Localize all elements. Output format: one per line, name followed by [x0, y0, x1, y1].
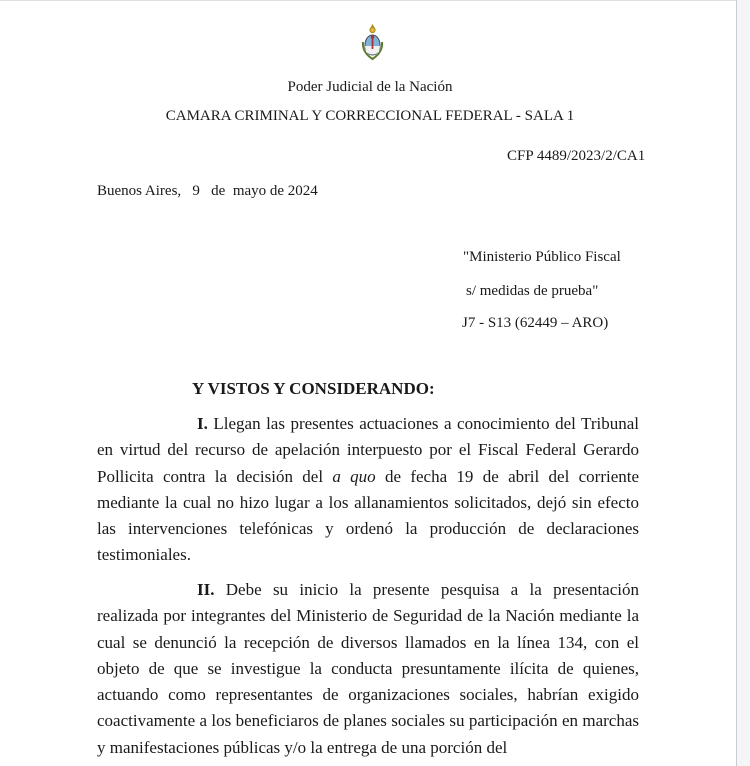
paragraph-1-italic: a quo	[332, 466, 376, 486]
paragraph-1	[97, 411, 639, 569]
date-line: Buenos Aires, 9 de mayo de 2024	[97, 183, 318, 199]
section-heading: Y VISTOS Y CONSIDERANDO:	[192, 379, 435, 398]
case-number: CFP 4489/2023/2/CA1	[507, 148, 646, 164]
court-name: Poder Judicial de la Nación	[287, 79, 453, 95]
caption-line-3: J7 - S13 (62449 – ARO)	[462, 315, 609, 331]
paragraph-1-number: I.	[197, 414, 208, 433]
caption-line-1: "Ministerio Público Fiscal	[463, 249, 621, 265]
paragraph-1-text-a: Llegan las presentes actuaciones a conocimiento del Tribunal en virtud del recurso de apelación interpuesto por el Fiscal Federal Gerardo Pollicita contra la decisión del	[97, 414, 639, 486]
paragraph-2	[97, 577, 639, 761]
paragraph-2-text: Debe su inicio la presente pesquisa a la presentación realizada por integrantes del Ministerio de Seguridad de la Nación mediante la cual se denunció la recepción de diversos llamados en la línea 134, con el objeto de que se investigue la conducta presuntamente ilícita de quienes, actuando como representantes de organizaciones sociales, habrían exigido coactivamente a los beneficiaros de planes sociales su participación en marchas y manifestaciones públicas y/o la entrega de una porción del	[97, 580, 639, 757]
national-coat-of-arms-icon	[359, 22, 386, 62]
paragraph-2-number: II.	[197, 580, 215, 599]
paragraph-1-text-b: de fecha 19 de abril del corriente mediante la cual no hizo lugar a los allanamientos solicitados, dejó sin efecto las intervenciones telefónicas y ordenó la producción de declaraciones testimoniales.	[97, 466, 640, 565]
chamber-name: CAMARA CRIMINAL Y CORRECCIONAL FEDERAL - SALA 1	[165, 108, 575, 124]
caption-line-2: s/ medidas de prueba"	[466, 283, 599, 299]
page-top-border	[0, 0, 737, 1]
